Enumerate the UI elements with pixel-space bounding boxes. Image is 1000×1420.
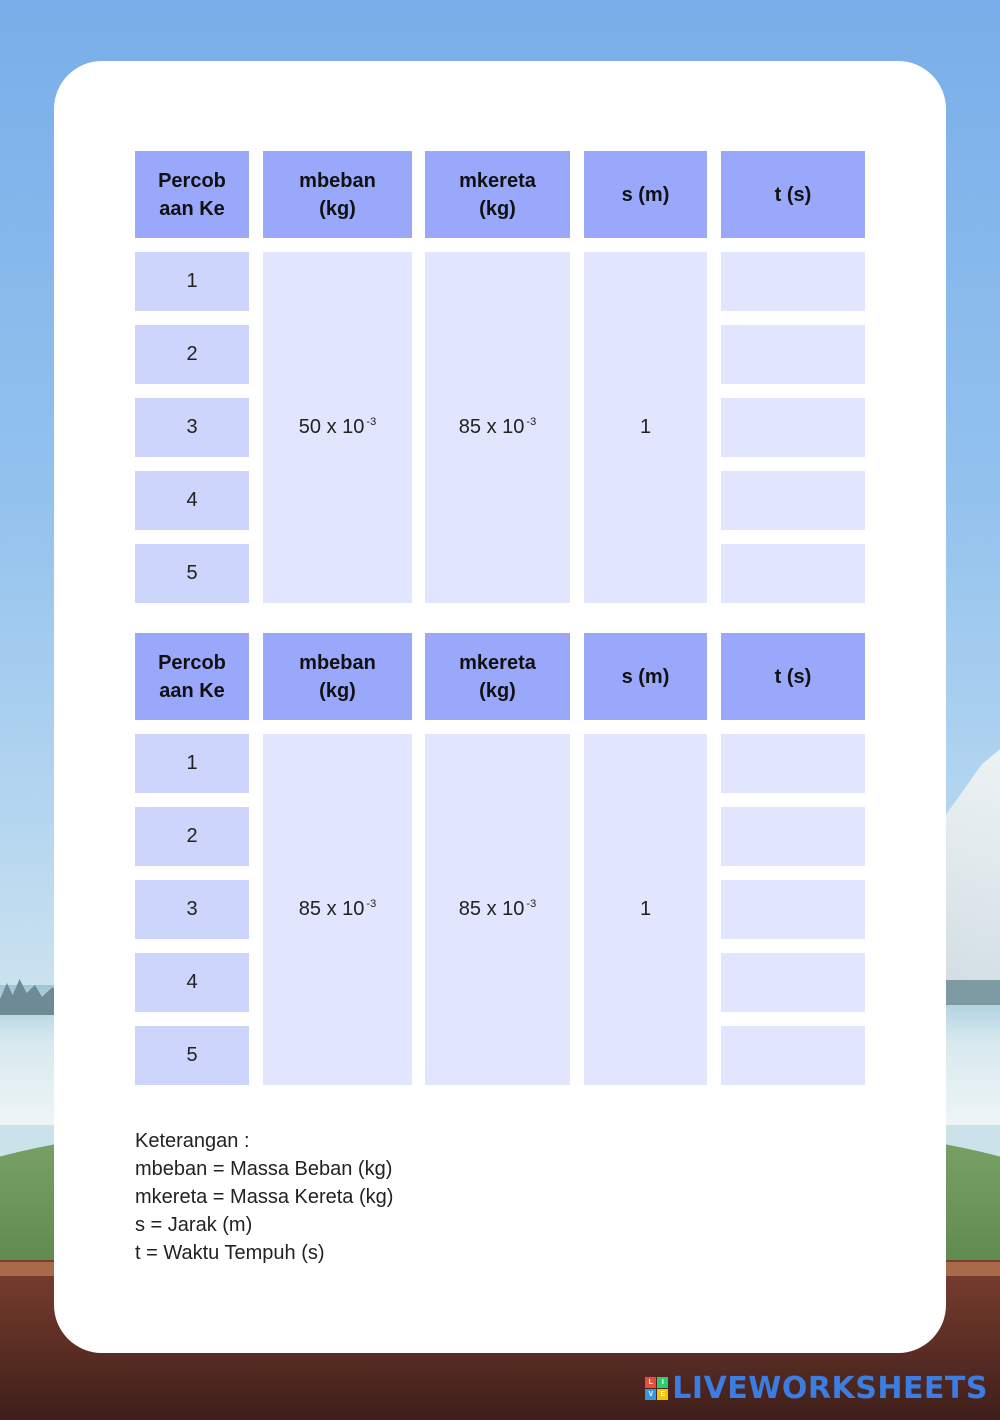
note-line: mkereta = Massa Kereta (kg): [135, 1186, 394, 1208]
note-line: mbeban = Massa Beban (kg): [135, 1158, 393, 1180]
mkereta-value: 85 x 10 $^{-3}$: [425, 252, 570, 603]
t-input-4[interactable]: [721, 471, 865, 530]
t-input-2[interactable]: [721, 325, 865, 384]
t-input-5[interactable]: [721, 544, 865, 603]
logo-letter: V: [645, 1389, 656, 1400]
header-s: s (m): [584, 151, 707, 238]
t-input-3[interactable]: [721, 880, 865, 939]
logo-letter: E: [657, 1389, 668, 1400]
header-percobaan: Percob aan Ke: [135, 151, 249, 238]
notes-title: Keterangan :: [135, 1130, 250, 1152]
row-number: 2: [135, 807, 249, 866]
row-number: 3: [135, 398, 249, 457]
header-s: s (m): [584, 633, 707, 720]
header-percobaan: Percob aan Ke: [135, 633, 249, 720]
t-input-4[interactable]: [721, 953, 865, 1012]
mbeban-value: 50 x 10 $^{-3}$: [263, 252, 412, 603]
logo-letter: L: [645, 1377, 656, 1388]
note-line: t = Waktu Tempuh (s): [135, 1242, 325, 1264]
t-input-3[interactable]: [721, 398, 865, 457]
note-line: s = Jarak (m): [135, 1214, 253, 1236]
t-input-5[interactable]: [721, 1026, 865, 1085]
header-t: t (s): [721, 633, 865, 720]
s-value: 1: [584, 252, 707, 603]
s-value: 1: [584, 734, 707, 1085]
logo-text: LIVEWORKSHEETS: [672, 1371, 988, 1406]
liveworksheets-logo: [645, 1371, 988, 1406]
header-mbeban: mbeban (kg): [263, 633, 412, 720]
mkereta-value: 85 x 10 $^{-3}$: [425, 734, 570, 1085]
row-number: 2: [135, 325, 249, 384]
data-table-2: [135, 633, 865, 1085]
row-number: 1: [135, 252, 249, 311]
row-number: 1: [135, 734, 249, 793]
header-mkereta: mkereta (kg): [425, 633, 570, 720]
logo-letter: I: [657, 1377, 668, 1388]
worksheet-card: [54, 61, 946, 1353]
t-input-1[interactable]: [721, 252, 865, 311]
row-number: 4: [135, 471, 249, 530]
row-number: 4: [135, 953, 249, 1012]
t-input-1[interactable]: [721, 734, 865, 793]
mbeban-value: 85 x 10 $^{-3}$: [263, 734, 412, 1085]
row-number: 5: [135, 1026, 249, 1085]
row-number: 3: [135, 880, 249, 939]
row-number: 5: [135, 544, 249, 603]
header-mkereta: mkereta (kg): [425, 151, 570, 238]
legend-notes: [135, 1127, 393, 1267]
header-t: t (s): [721, 151, 865, 238]
logo-icon: [645, 1377, 668, 1400]
t-input-2[interactable]: [721, 807, 865, 866]
data-table-1: [135, 151, 865, 603]
header-mbeban: mbeban (kg): [263, 151, 412, 238]
